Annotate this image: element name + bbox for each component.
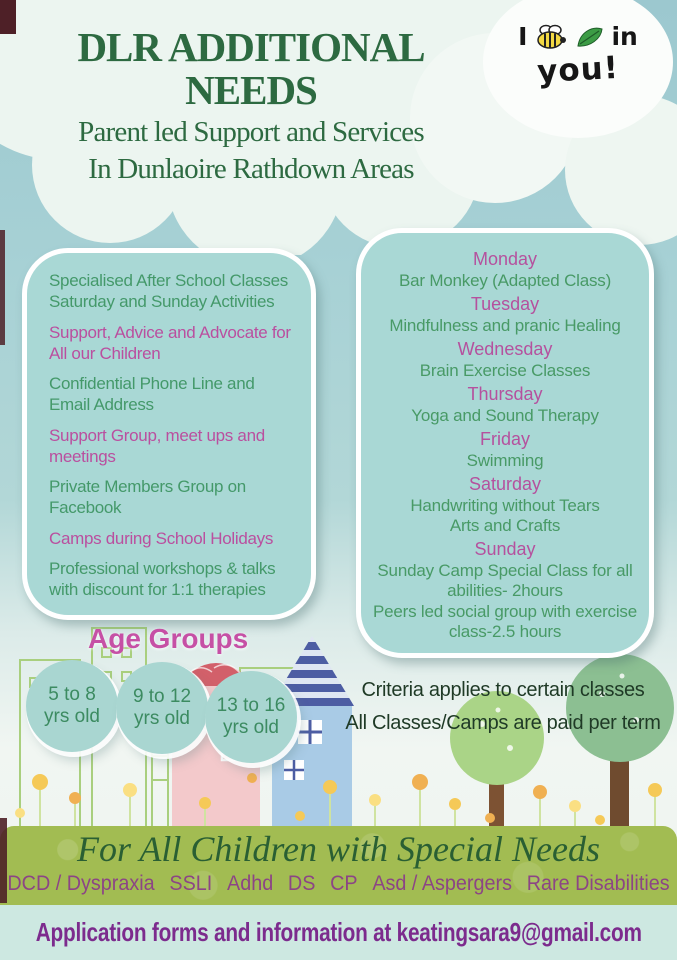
schedule-class: Arts and Crafts [449, 515, 561, 535]
schedule-class: Sunday Camp Special Class for all abilities- 2hours [377, 560, 633, 601]
schedule-day: Tuesday [470, 293, 540, 314]
leaf-icon [575, 24, 605, 50]
header-title-block [16, 26, 486, 186]
service-item: Professional workshops & talks with discount for 1:1 therapies [49, 558, 276, 599]
bee-leaf-logo [494, 22, 662, 91]
banner-title: For All Children with Special Needs [77, 829, 600, 869]
age-groups-heading: Age Groups [88, 623, 249, 654]
age-unit: yrs old [134, 708, 190, 729]
conditions-list [7, 871, 670, 896]
age-group-circle [116, 662, 208, 754]
logo-word-you: you! [536, 49, 620, 91]
age-range: 13 to 16 [216, 695, 286, 717]
schedule-day: Sunday [474, 539, 536, 560]
criteria-note: Criteria applies to certain classes [361, 679, 645, 701]
logo-word-in: in [611, 22, 638, 51]
condition-item: Adhd [227, 871, 274, 895]
condition-item: DS [287, 871, 316, 895]
service-item: Confidential Phone Line and Email Address [49, 374, 255, 415]
schedule-day: Friday [479, 428, 530, 449]
schedule-day: Thursday [467, 383, 543, 404]
bee-icon [533, 23, 569, 51]
schedule-class: Swimming [466, 450, 544, 470]
age-unit: yrs old [223, 717, 279, 738]
page-title: DLR ADDITIONAL NEEDS [77, 24, 425, 114]
criteria-notes [332, 679, 674, 735]
grass-banner [0, 826, 677, 905]
service-item: Private Members Group on Facebook [49, 477, 246, 518]
scan-artifact [0, 0, 16, 34]
condition-item: SSLI [169, 871, 213, 895]
footer-band [0, 905, 677, 960]
service-item: Support, Advice and Advocate for All our Children [49, 322, 291, 363]
page-subtitle-line2: In Dunlaoire Rathdown Areas [88, 152, 414, 185]
condition-item: Asd / Aspergers [372, 871, 512, 895]
scan-artifact [0, 818, 7, 903]
page-subtitle-line1: Parent led Support and Services [78, 116, 424, 149]
contact-info: Application forms and information at keatingsara9@gmail.com [35, 917, 642, 947]
schedule-class: Handwriting without Tears [410, 495, 600, 515]
scan-artifact [0, 230, 5, 345]
schedule-day: Monday [472, 249, 538, 269]
schedule-day: Saturday [468, 473, 542, 494]
age-group-circle [26, 660, 118, 752]
services-box [22, 248, 316, 620]
age-range: 9 to 12 [132, 686, 192, 708]
logo-word-i: I [518, 22, 528, 51]
schedule-day: Wednesday [457, 338, 553, 359]
age-range: 5 to 8 [48, 684, 96, 706]
age-unit: yrs old [44, 706, 100, 727]
condition-item: CP [330, 871, 358, 895]
schedule-class: Peers led social group with exercise class-2.5 hours [373, 601, 637, 642]
condition-item: Rare Disabilities [526, 871, 670, 895]
payment-note: All Classes/Camps are paid per term [345, 712, 661, 734]
schedule-class: Yoga and Sound Therapy [411, 405, 599, 425]
service-item: Specialised After School Classes Saturday and Sunday Activities [49, 271, 288, 312]
schedule-class: Mindfulness and pranic Healing [389, 315, 621, 335]
service-item: Camps during School Holidays [49, 528, 274, 548]
schedule-class: Bar Monkey (Adapted Class) [398, 270, 612, 290]
service-item: Support Group, meet ups and meetings [49, 425, 265, 466]
schedule-class: Brain Exercise Classes [419, 360, 591, 380]
schedule-box [356, 228, 654, 658]
condition-item: DCD / Dyspraxia [7, 871, 155, 895]
age-group-circle [205, 671, 297, 763]
